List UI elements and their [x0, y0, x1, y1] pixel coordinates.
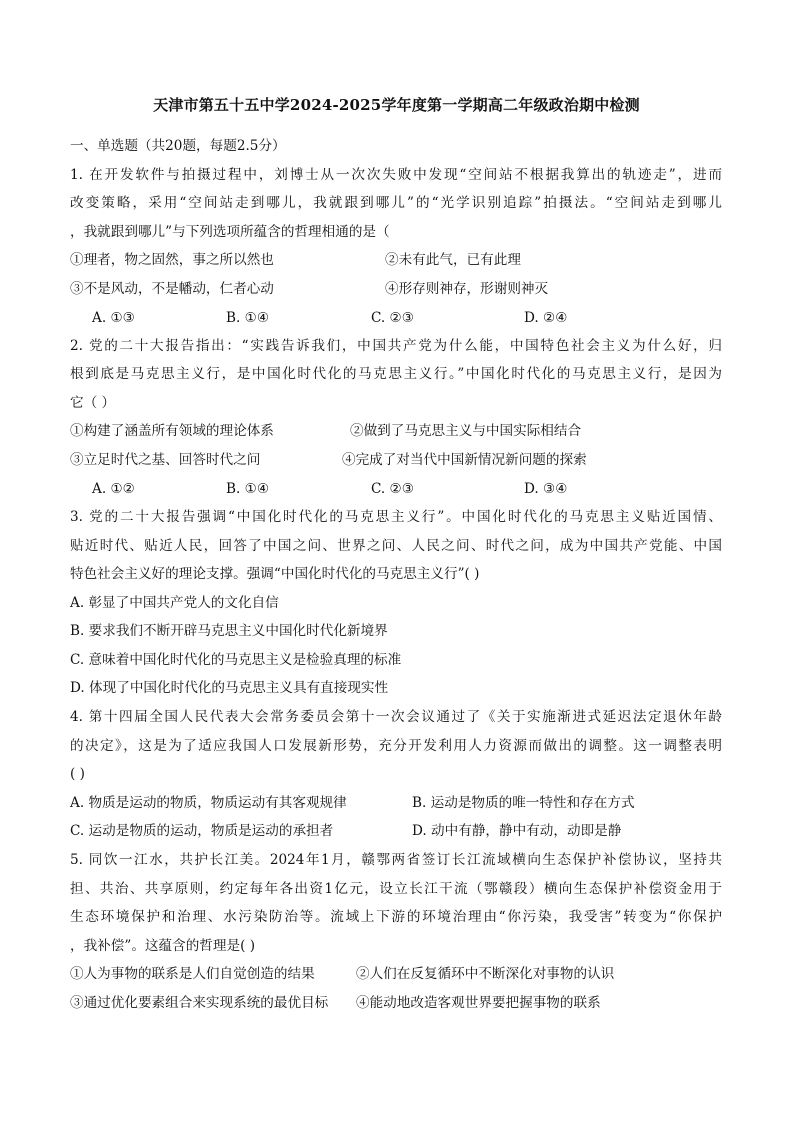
question-5-line-3: 生态环境保护和治理、水污染防治等。流域上下游的环境治理由“你污染，我受害”转变为“你保护	[70, 909, 722, 925]
question-2-line-1: 2. 党的二十大报告指出：“实践告诉我们，中国共产党为什么能，中国特色社会主义为什么好，归	[70, 338, 722, 354]
question-1-line-1: 1. 在开发软件与拍摄过程中，刘博士从一次次失败中发现“空间站不根据我算出的轨迹走”，进而	[70, 167, 722, 183]
question-5-item-3: ③通过优化要素组合来实现系统的最优目标	[70, 995, 329, 1011]
question-5-line-1: 5. 同饮一江水，共护长江美。2024年1月，赣鄂两省签订长江流域横向生态保护补偿协议，坚持共	[70, 852, 722, 868]
question-3-line-2: 贴近时代、贴近人民，回答了中国之问、世界之问、人民之问、时代之问，成为中国共产党能、中国	[70, 538, 722, 554]
question-2-item-1: ①构建了涵盖所有领域的理论体系	[70, 423, 274, 439]
question-4-option-d: D. 动中有静，静中有动，动即是静	[412, 823, 622, 839]
question-3-option-b: B. 要求我们不断开辟马克思主义中国化时代化新境界	[70, 623, 388, 639]
page-title: 天津市第五十五中学2024-2025学年度第一学期高二年级政治期中检测	[153, 96, 640, 114]
question-2-choice-d: D. ③④	[524, 481, 568, 497]
question-4-option-c: C. 运动是物质的运动，物质是运动的承担者	[70, 823, 334, 839]
question-2-item-4: ④完成了对当代中国新情况新问题的探索	[342, 452, 587, 468]
question-5-item-1: ①人为事物的联系是人们自觉创造的结果	[70, 966, 315, 982]
question-1-item-1: ①理者，物之固然，事之所以然也	[70, 252, 274, 268]
question-5-line-2: 担、共治、共享原则，约定每年各出资1亿元，设立长江干流（鄂赣段）横向生态保护补偿资金用于	[70, 881, 722, 897]
question-1-item-3: ③不是风动，不是幡动，仁者心动	[70, 281, 274, 297]
question-3-line-1: 3. 党的二十大报告强调“中国化时代化的马克思主义行”。中国化时代化的马克思主义贴近国情、	[70, 509, 722, 525]
question-1-choice-a: A. ①③	[92, 310, 135, 326]
question-3-option-d: D. 体现了中国化时代化的马克思主义具有直接现实性	[70, 680, 389, 696]
section-heading: 一、单选题（共20题，每题2.5分）	[70, 138, 286, 154]
question-4-option-a: A. 物质是运动的物质，物质运动有其客观规律	[70, 795, 347, 811]
question-5-item-4: ④能动地改造客观世界要把握事物的联系	[356, 995, 601, 1011]
question-2-line-3: 它（ ）	[70, 395, 116, 411]
question-4-line-2: 的决定》，这是为了适应我国人口发展新形势，充分开发利用人力资源而做出的调整。这一调整表明	[70, 738, 722, 754]
question-2-item-2: ②做到了马克思主义与中国实际相结合	[350, 423, 582, 439]
question-2-choice-a: A. ①②	[92, 481, 135, 497]
question-2-line-2: 根到底是马克思主义行，是中国化时代化的马克思主义行。”中国化时代化的马克思主义行，是因为	[70, 366, 722, 382]
question-5-line-4: ，我补偿”。这蕴含的哲理是( )	[70, 938, 256, 954]
question-1-item-2: ②未有此气，已有此理	[385, 252, 521, 268]
question-1-line-3: ，我就跟到哪儿”与下列选项所蕴含的哲理相通的是（	[70, 224, 390, 240]
question-2-choice-b: B. ①④	[226, 481, 270, 497]
question-4-line-3: ( )	[70, 766, 85, 782]
question-4-option-b: B. 运动是物质的唯一特性和存在方式	[412, 795, 635, 811]
question-2-item-3: ③立足时代之基、回答时代之问	[70, 452, 261, 468]
question-2-choice-c: C. ②③	[371, 481, 414, 497]
question-1-choice-c: C. ②③	[371, 310, 414, 326]
question-1-choice-d: D. ②④	[524, 310, 568, 326]
question-1-choice-b: B. ①④	[226, 310, 270, 326]
question-1-line-2: 改变策略，采用“空间站走到哪儿，我就跟到哪儿”的“光学识别追踪”拍摄法。“空间站走到哪儿	[70, 195, 722, 211]
question-3-line-3: 特色社会主义好的理论支撑。强调“中国化时代化的马克思主义行”( )	[70, 566, 480, 582]
question-4-line-1: 4. 第十四届全国人民代表大会常务委员会第十一次会议通过了《关于实施渐进式延迟法定退休年龄	[70, 709, 722, 725]
question-3-option-c: C. 意味着中国化时代化的马克思主义是检验真理的标准	[70, 652, 402, 668]
question-3-option-a: A. 彰显了中国共产党人的文化自信	[70, 595, 279, 611]
question-1-item-4: ④形存则神存，形谢则神灭	[385, 281, 549, 297]
question-5-item-2: ②人们在反复循环中不断深化对事物的认识	[356, 966, 615, 982]
